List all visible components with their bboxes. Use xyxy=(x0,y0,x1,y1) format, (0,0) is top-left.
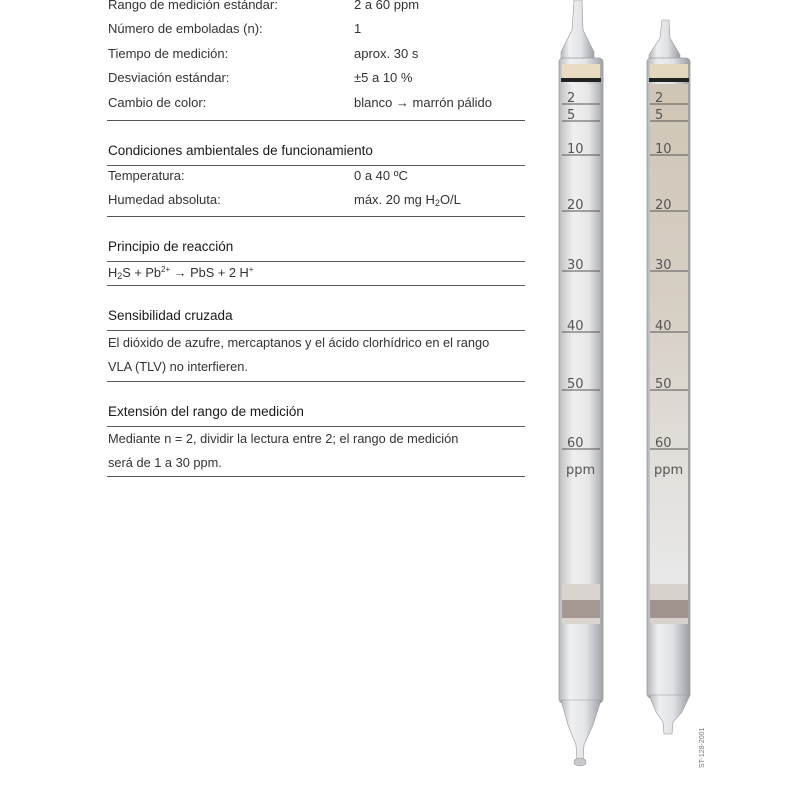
reaction-section xyxy=(107,239,525,286)
spec-value: aprox. 30 s xyxy=(354,45,419,61)
section-title: Condiciones ambientales de funcionamiento xyxy=(108,142,373,158)
scale-label: 5 xyxy=(567,108,576,123)
scale-label: 10 xyxy=(567,142,584,157)
humidity-subscript: 2 xyxy=(434,198,440,209)
section-title: Extensión del rango de medición xyxy=(108,403,304,419)
spec-label: Tiempo de medición: xyxy=(108,45,229,61)
spec-label: Humedad absoluta: xyxy=(108,192,221,208)
spec-value: 0 a 40 ºC xyxy=(354,167,408,183)
cross-section xyxy=(107,308,525,382)
divider xyxy=(107,381,525,382)
scale-label: 20 xyxy=(655,198,672,213)
paragraph-line: VLA (TLV) no interfieren. xyxy=(108,359,248,375)
scale-unit: ppm xyxy=(566,463,596,478)
paragraph-line: será de 1 a 30 ppm. xyxy=(108,454,222,470)
formula-part: H xyxy=(108,264,118,280)
detector-tube-unused xyxy=(556,0,606,770)
scale-label: 5 xyxy=(655,108,664,123)
divider xyxy=(107,476,525,477)
scale-label: 2 xyxy=(655,91,664,106)
divider xyxy=(107,216,525,217)
scale-label: 50 xyxy=(567,377,584,392)
section-title: Sensibilidad cruzada xyxy=(108,307,233,323)
formula-subscript: 2 xyxy=(117,270,123,281)
spec-row xyxy=(107,188,525,212)
scale-label: 2 xyxy=(567,91,576,106)
scale-label: 20 xyxy=(567,198,584,213)
spec-label: Cambio de color: xyxy=(108,94,207,110)
spec-sheet xyxy=(107,0,525,477)
scale-label: 60 xyxy=(655,436,672,451)
paragraph-line: El dióxido de azufre, mercaptanos y el ácido clorhídrico en el rango xyxy=(108,334,490,350)
scale-label: 40 xyxy=(567,319,584,334)
ambient-section xyxy=(107,143,525,217)
spec-value: ±5 a 10 % xyxy=(354,70,413,86)
divider xyxy=(107,285,525,286)
image-caption: ST-128-2001 xyxy=(699,727,706,768)
detector-tube-used xyxy=(642,0,692,740)
humidity-prefix: máx. 20 mg H xyxy=(354,192,435,208)
spec-row xyxy=(107,164,525,188)
specs-table xyxy=(107,0,525,121)
humidity-suffix: O/L xyxy=(439,192,461,208)
spec-label: Desviación estándar: xyxy=(108,70,230,86)
scale-label: 60 xyxy=(567,436,584,451)
formula-superscript: + xyxy=(248,264,254,274)
spec-row xyxy=(107,17,525,41)
spec-label: Rango de medición estándar: xyxy=(108,0,278,12)
formula-superscript: 2+ xyxy=(161,264,171,274)
scale-label: 50 xyxy=(655,377,672,392)
spec-row xyxy=(107,91,525,115)
tube-illustration xyxy=(642,0,692,740)
scale-label: 40 xyxy=(655,319,672,334)
section-title: Principio de reacción xyxy=(108,238,234,254)
divider xyxy=(107,120,525,121)
spec-row xyxy=(107,66,525,90)
tube-illustration xyxy=(556,0,606,770)
spec-value: 2 a 60 ppm xyxy=(354,0,420,12)
reaction-formula xyxy=(107,262,525,284)
spec-label: Número de emboladas (n): xyxy=(108,21,263,37)
scale-unit: ppm xyxy=(654,463,684,478)
spec-label: Temperatura: xyxy=(108,167,185,183)
scale-label: 30 xyxy=(655,258,672,273)
formula-part: S + Pb xyxy=(122,264,162,280)
spec-row xyxy=(107,42,525,66)
spec-value: 1 xyxy=(354,21,362,37)
spec-row xyxy=(107,0,525,17)
extension-section xyxy=(107,404,525,478)
paragraph-line: Mediante n = 2, dividir la lectura entre 2; el rango de medición xyxy=(108,430,459,446)
scale-label: 30 xyxy=(567,258,584,273)
spec-value xyxy=(354,188,461,212)
scale-label: 10 xyxy=(655,142,672,157)
formula-part: → PbS + 2 H xyxy=(170,264,249,280)
spec-value: blanco → marrón pálido xyxy=(354,94,493,110)
